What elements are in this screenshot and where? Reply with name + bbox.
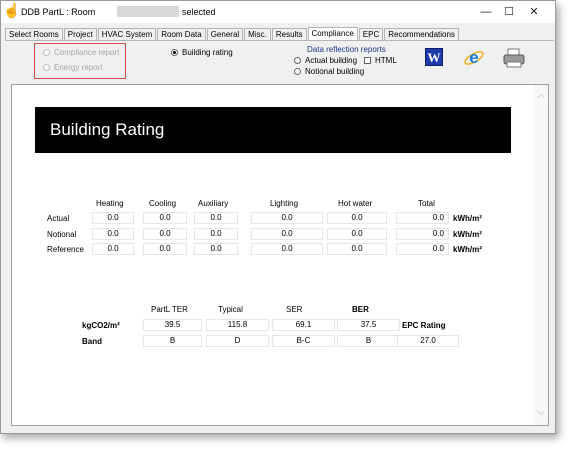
value-cell: 0.0 — [92, 228, 134, 240]
col-ser: SER — [286, 305, 303, 314]
scroll-up-icon[interactable]: ︿ — [537, 90, 545, 99]
redacted-room-name — [117, 6, 179, 17]
app-hand-icon: ☝ — [3, 2, 21, 18]
value-cell: 0.0 — [194, 212, 238, 224]
close-button[interactable]: ✕ — [529, 6, 539, 18]
tab-misc[interactable]: Misc. — [244, 28, 271, 40]
svg-text:W: W — [427, 50, 441, 65]
maximize-button[interactable]: ☐ — [504, 6, 514, 18]
tab-select-rooms[interactable]: Select Rooms — [5, 28, 63, 40]
actual-building-label: Actual building — [305, 56, 358, 65]
tab-strip — [5, 27, 460, 40]
value-cell: 115.8 — [206, 319, 269, 331]
tab-epc[interactable]: EPC — [359, 28, 383, 40]
value-cell: 0.0 — [194, 228, 238, 240]
value-cell: 0.0 — [327, 212, 387, 224]
row-label-band: Band — [82, 337, 102, 346]
building-rating-radio[interactable] — [171, 48, 233, 57]
tab-compliance[interactable]: Compliance — [308, 27, 358, 40]
tab-hvac-system[interactable]: HVAC System — [98, 28, 157, 40]
col-heating: Heating — [96, 199, 124, 208]
html-label: HTML — [375, 56, 397, 65]
col-lighting: Lighting — [270, 199, 299, 208]
unit-label: kWh/m² — [453, 214, 482, 223]
tab-general[interactable]: General — [207, 28, 243, 40]
tab-room-data[interactable]: Room Data — [157, 28, 205, 40]
row-label-reference: Reference — [47, 245, 84, 254]
value-cell: 0.0 — [327, 243, 387, 255]
radio-indicator — [43, 49, 50, 56]
value-cell: 0.0 — [396, 212, 449, 224]
value-cell: 0.0 — [143, 228, 187, 240]
radio-indicator — [294, 57, 301, 64]
value-cell: 0.0 — [251, 243, 323, 255]
window-title-suffix: selected — [182, 7, 216, 17]
value-cell: 39.5 — [143, 319, 202, 331]
actual-building-radio[interactable] — [294, 56, 357, 65]
value-cell: 0.0 — [327, 228, 387, 240]
value-cell: 0.0 — [92, 243, 134, 255]
value-cell: 0.0 — [396, 243, 449, 255]
data-reflection-title: Data reflection reports — [307, 45, 386, 54]
internet-explorer-icon[interactable] — [463, 47, 485, 69]
tab-project[interactable]: Project — [64, 28, 97, 40]
epc-rating-label: EPC Rating — [402, 321, 446, 330]
value-cell: B-C — [272, 335, 335, 347]
value-cell: B — [143, 335, 202, 347]
value-cell: B — [337, 335, 400, 347]
energy-report-radio[interactable] — [43, 63, 102, 72]
energy-report-label: Energy report — [54, 63, 103, 72]
tab-recommendations[interactable]: Recommendations — [384, 28, 459, 40]
value-cell: 0.0 — [194, 243, 238, 255]
notional-building-radio[interactable] — [294, 67, 364, 76]
col-hot-water: Hot water — [338, 199, 373, 208]
value-cell: 37.5 — [337, 319, 400, 331]
scroll-down-icon[interactable]: ﹀ — [537, 411, 545, 420]
compliance-report-radio[interactable] — [43, 48, 119, 57]
row-label-notional: Notional — [47, 230, 77, 239]
value-cell: 0.0 — [143, 243, 187, 255]
word-export-icon[interactable] — [425, 48, 447, 70]
value-cell: D — [206, 335, 269, 347]
value-cell: 0.0 — [396, 228, 449, 240]
col-auxiliary: Auxiliary — [198, 199, 229, 208]
radio-indicator — [294, 68, 301, 75]
notional-building-label: Notional building — [305, 67, 365, 76]
value-cell: 0.0 — [251, 212, 323, 224]
value-cell: 0.0 — [92, 212, 134, 224]
value-cell: 69.1 — [272, 319, 335, 331]
vertical-scrollbar[interactable] — [534, 85, 548, 425]
checkbox-box — [364, 57, 371, 64]
col-cooling: Cooling — [149, 199, 177, 208]
col-partl-ter: PartL TER — [151, 305, 188, 314]
col-ber: BER — [352, 305, 369, 314]
col-total: Total — [418, 199, 435, 208]
report-heading: Building Rating — [35, 107, 511, 153]
value-cell: 0.0 — [251, 228, 323, 240]
html-checkbox[interactable] — [364, 56, 397, 65]
unit-label: kWh/m² — [453, 230, 482, 239]
unit-label: kWh/m² — [453, 245, 482, 254]
compliance-report-label: Compliance report — [54, 48, 120, 57]
building-rating-label: Building rating — [182, 48, 233, 57]
col-typical: Typical — [218, 305, 243, 314]
minimize-button[interactable]: — — [480, 6, 492, 18]
row-label-actual: Actual — [47, 214, 70, 223]
epc-rating-value: 27.0 — [397, 335, 459, 347]
radio-indicator — [171, 49, 178, 56]
row-label-kgco2: kgCO2/m² — [82, 321, 120, 330]
radio-indicator — [43, 64, 50, 71]
value-cell: 0.0 — [143, 212, 187, 224]
report-view[interactable] — [11, 84, 549, 426]
svg-text:e: e — [469, 48, 479, 67]
title-bar — [1, 1, 555, 23]
printer-icon[interactable] — [503, 47, 525, 69]
tab-results[interactable]: Results — [272, 28, 307, 40]
window-title: DDB PartL : Room — [21, 7, 96, 17]
